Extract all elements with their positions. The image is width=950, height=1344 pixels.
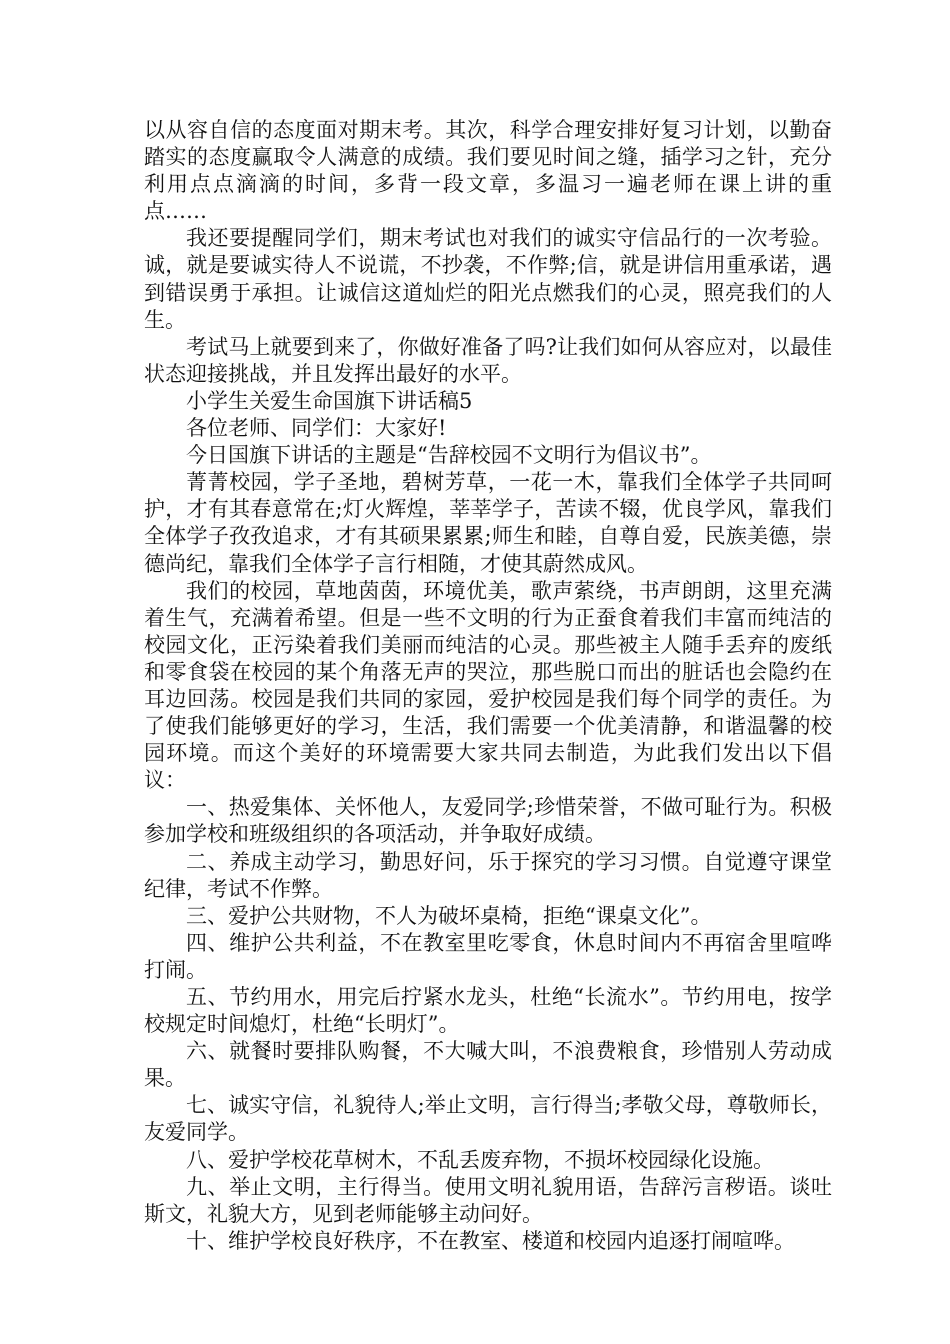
- proposal-item-9: 九、举止文明，主行得当。使用文明礼貌用语，告辞污言秽语。谈吐斯文，礼貌大方，见到老师能够主动问好。: [144, 1174, 832, 1226]
- salutation: 各位老师、同学们：大家好!: [186, 416, 447, 441]
- document-page: [144, 117, 832, 1255]
- paragraph-theme: 今日国旗下讲话的主题是“告辞校园不文明行为倡议书”。: [186, 443, 712, 468]
- proposal-item-7: 七、诚实守信，礼貌待人;举止文明，言行得当;孝敬父母，尊敬师长，友爱同学。: [144, 1093, 832, 1145]
- proposal-item-3: 三、爱护公共财物，不人为破坏桌椅，拒绝“课桌文化”。: [186, 903, 712, 928]
- paragraph-honesty: 我还要提醒同学们，期末考试也对我们的诚实守信品行的一次考验。诚，就是要诚实待人不说谎，不抄袭，不作弊;信，就是讲信用重承诺，遇到错误勇于承担。让诚信这道灿烂的阳光点燃我们的心灵，照亮我们的人生。: [144, 226, 832, 332]
- proposal-item-1: 一、热爱集体、关怀他人，友爱同学;珍惜荣誉，不做可耻行为。积极参加学校和班级组织的各项活动，并争取好成绩。: [144, 795, 832, 847]
- paragraph-campus: 菁菁校园，学子圣地，碧树芳草，一花一木，靠我们全体学子共同呵护，才有其春意常在;灯火辉煌，莘莘学子，苦读不辍，优良学风，靠我们全体学子孜孜追求，才有其硕果累累;师生和睦，自尊自爱，民族美德，崇德尚纪，靠我们全体学子言行相随，才使其蔚然成风。: [144, 470, 832, 576]
- proposal-item-4: 四、维护公共利益，不在教室里吃零食，休息时间内不再宿舍里喧哗打闹。: [144, 930, 832, 982]
- proposal-item-6: 六、就餐时要排队购餐，不大喊大叫，不浪费粮食，珍惜别人劳动成果。: [144, 1039, 832, 1091]
- section-title: 小学生关爱生命国旗下讲话稿5: [186, 388, 473, 413]
- proposal-item-5: 五、节约用水，用完后拧紧水龙头，杜绝“长流水”。节约用电，按学校规定时间熄灯，杜绝“长明灯”。: [144, 985, 832, 1037]
- paragraph-environment: 我们的校园，草地茵茵，环境优美，歌声萦绕，书声朗朗，这里充满着生气，充满着希望。但是一些不文明的行为正蚕食着我们丰富而纯洁的校园文化，正污染着我们美丽而纯洁的心灵。那些被主人随手丢弃的废纸和零食袋在校园的某个角落无声的哭泣，那些脱口而出的脏话也会隐约在耳边回荡。校园是我们共同的家园，爱护校园是我们每个同学的责任。为了使我们能够更好的学习，生活，我们需要一个优美清静，和谐温馨的校园环境。而这个美好的环境需要大家共同去制造，为此我们发出以下倡议：: [144, 578, 832, 793]
- proposal-item-10: 十、维护学校良好秩序，不在教室、楼道和校园内追逐打闹喧哗。: [186, 1228, 795, 1253]
- paragraph-exam-ready: 考试马上就要到来了，你做好准备了吗?让我们如何从容应对，以最佳状态迎接挑战，并且发挥出最好的水平。: [144, 334, 832, 386]
- proposal-item-2: 二、养成主动学习，勤思好问，乐于探究的学习习惯。自觉遵守课堂纪律，考试不作弊。: [144, 849, 832, 901]
- paragraph-continuation: 以从容自信的态度面对期末考。其次，科学合理安排好复习计划，以勤奋踏实的态度赢取令人满意的成绩。我们要见时间之缝，插学习之针，充分利用点点滴滴的时间，多背一段文章，多温习一遍老师在课上讲的重点……: [144, 118, 832, 224]
- proposal-item-8: 八、爱护学校花草树木，不乱丢废弃物，不损坏校园绿化设施。: [186, 1147, 774, 1172]
